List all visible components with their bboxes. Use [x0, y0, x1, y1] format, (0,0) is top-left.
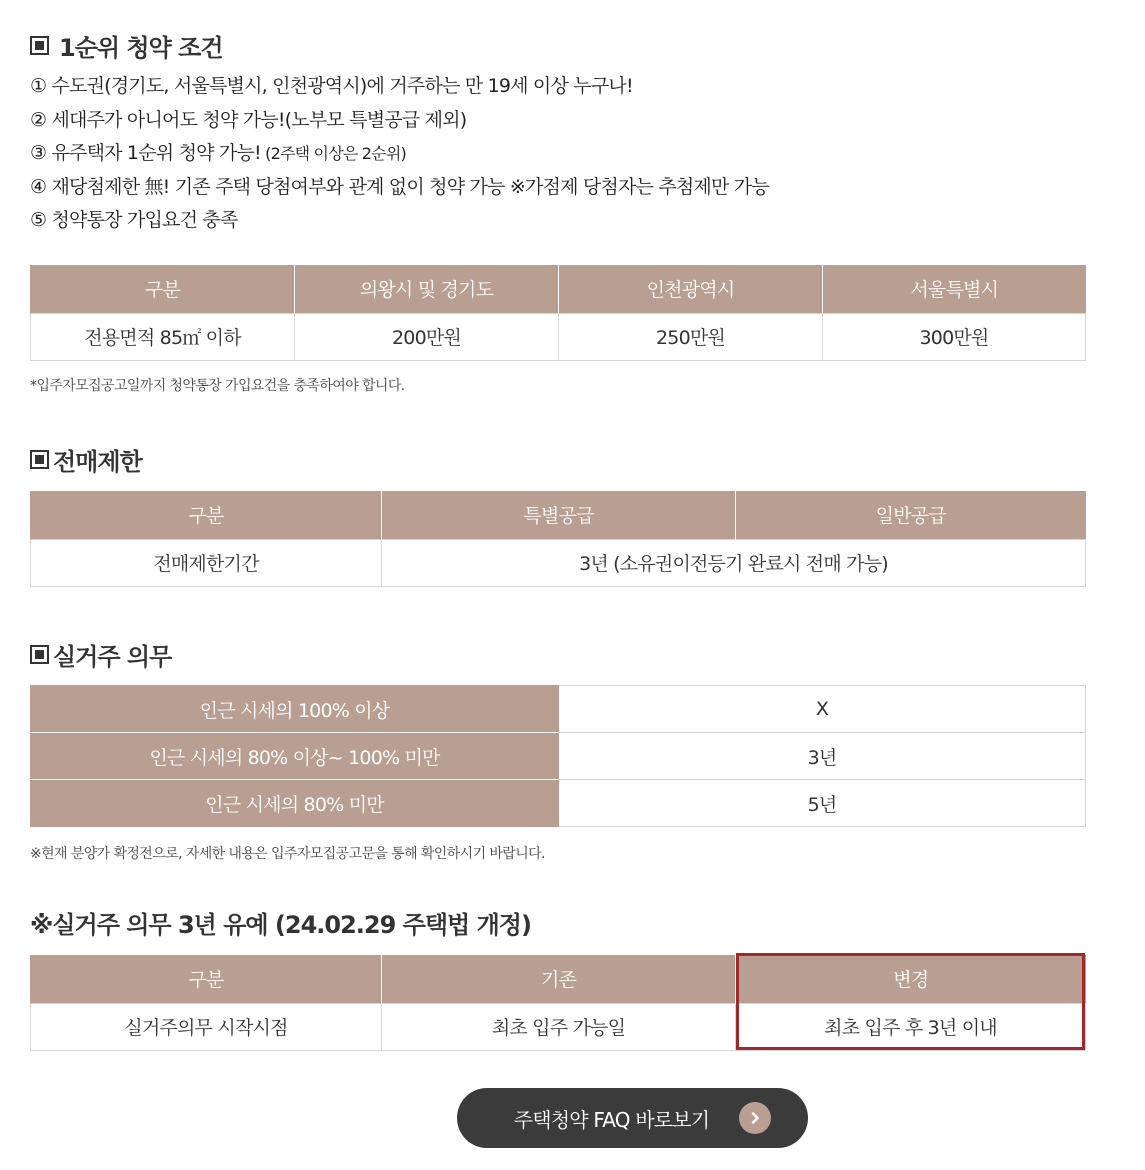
condition-note: (2주택 이상은 2순위) [260, 144, 406, 163]
table-header: 일반공급 [736, 491, 1086, 539]
section-title-residency-obligation [30, 637, 171, 672]
condition-text: ③ 유주택자 1순위 청약 가능! [30, 142, 261, 164]
table-cell: 전매제한기간 [31, 539, 382, 586]
table-header-row [31, 491, 1086, 539]
section-title-first-priority [30, 28, 223, 63]
table-cell: 전용면적 85㎡ 이하 [31, 313, 295, 360]
section-title-residency-grace [30, 905, 531, 940]
table-row [31, 539, 1086, 586]
residency-grace-table [30, 955, 1086, 1051]
section-title-text: 전매제한 [53, 448, 142, 476]
table-cell: X [559, 686, 1086, 733]
table-cell: 3년 (소유권이전등기 완료시 전매 가능) [382, 539, 1086, 586]
chevron-right-icon [739, 1102, 771, 1134]
square-bullet-icon [30, 36, 49, 55]
section-title-text: ※실거주 의무 3년 유예 (24.02.29 주택법 개정) [30, 911, 531, 939]
table-header: 의왕시 및 경기도 [295, 265, 559, 313]
resale-restriction-table [30, 491, 1086, 587]
square-bullet-icon [30, 645, 49, 664]
table-header-row [31, 265, 1086, 313]
faq-button-label: 주택청약 FAQ 바로보기 [513, 1107, 710, 1132]
table-row-header: 인근 시세의 80% 이상~ 100% 미만 [31, 733, 559, 780]
table-cell: 3년 [559, 733, 1086, 780]
savings-deposit-table [30, 265, 1086, 361]
table-header: 변경 [736, 955, 1086, 1003]
table-header: 구분 [31, 265, 295, 313]
table-cell: 최초 입주 가능일 [382, 1003, 736, 1050]
footnote: ※현재 분양가 확정전으로, 자세한 내용은 입주자모집공고문을 통해 확인하시기 바랍니다. [30, 846, 545, 862]
table-row [31, 780, 1086, 827]
table-row [31, 686, 1086, 733]
square-bullet-icon [30, 450, 49, 469]
table-cell: 5년 [559, 780, 1086, 827]
condition-item [30, 137, 769, 171]
table-cell: 300만원 [823, 313, 1086, 360]
table-cell: 최초 입주 후 3년 이내 [736, 1003, 1086, 1050]
table-row [31, 1003, 1086, 1050]
faq-button[interactable] [457, 1088, 808, 1148]
condition-item: ① 수도권(경기도, 서울특별시, 인천광역시)에 거주하는 만 19세 이상 누구나! [30, 75, 633, 97]
table-header-row [31, 955, 1086, 1003]
section-title-resale-restriction [30, 442, 142, 477]
table-row [31, 313, 1086, 360]
condition-item: ④ 재당첨제한 無! 기존 주택 당첨여부와 관계 없이 청약 가능 ※가점제 당첨자는 추첨제만 가능 [30, 175, 769, 198]
table-cell: 200만원 [295, 313, 559, 360]
condition-item: ② 세대주가 아니어도 청약 가능!(노부모 특별공급 제외) [30, 108, 467, 131]
footnote: *입주자모집공고일까지 청약통장 가입요건을 충족하여야 합니다. [30, 378, 405, 394]
table-header: 특별공급 [382, 491, 736, 539]
table-header: 구분 [31, 955, 382, 1003]
condition-list [30, 70, 769, 238]
table-cell: 실거주의무 시작시점 [31, 1003, 382, 1050]
table-row [31, 733, 1086, 780]
condition-item: ⑤ 청약통장 가입요건 충족 [30, 209, 238, 231]
section-title-text: 실거주 의무 [53, 643, 172, 671]
table-header: 서울특별시 [823, 265, 1086, 313]
table-header: 기존 [382, 955, 736, 1003]
table-row-header: 인근 시세의 100% 이상 [31, 686, 559, 733]
table-header: 인천광역시 [559, 265, 823, 313]
table-row-header: 인근 시세의 80% 미만 [31, 780, 559, 827]
table-cell: 250만원 [559, 313, 823, 360]
table-header: 구분 [31, 491, 382, 539]
residency-obligation-table [30, 685, 1086, 827]
section-title-text: 1순위 청약 조건 [59, 34, 223, 62]
